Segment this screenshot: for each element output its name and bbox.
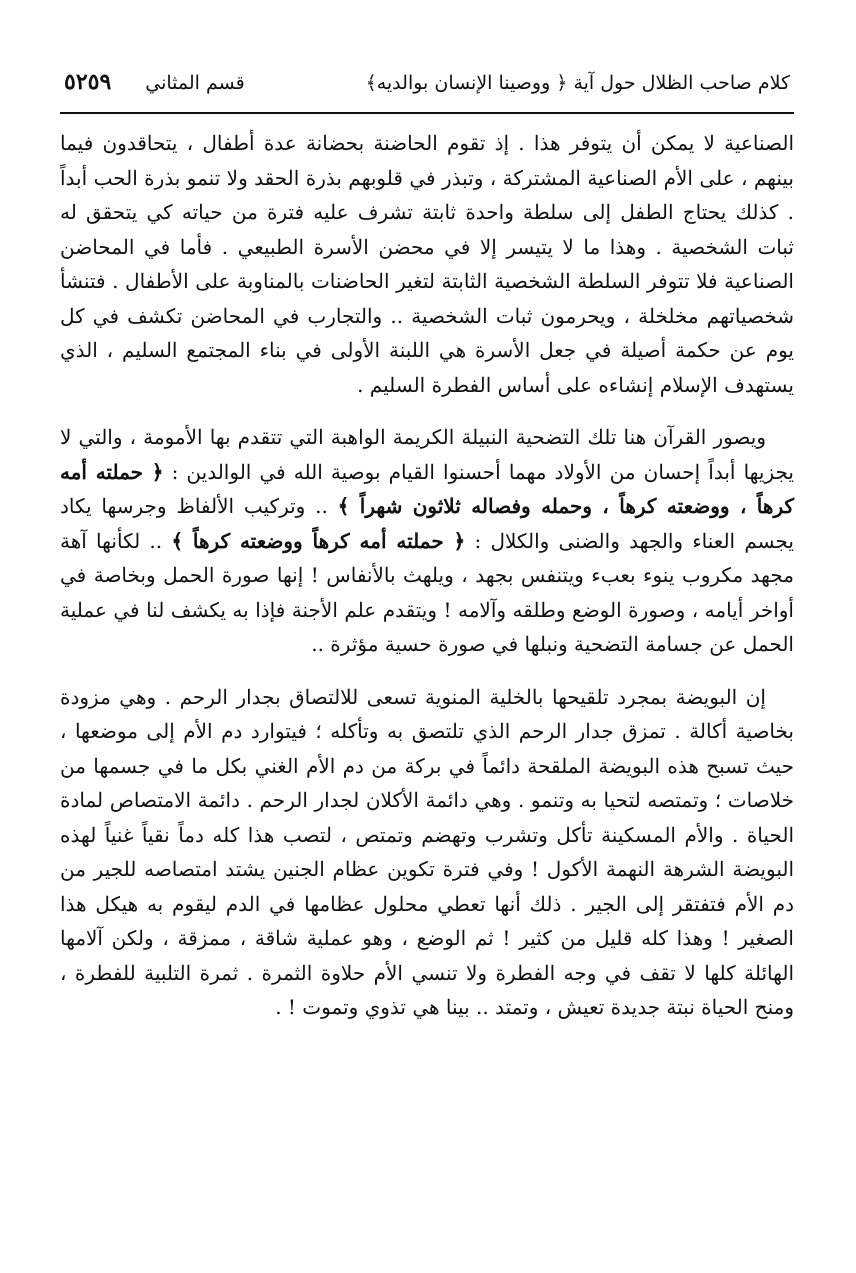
header-title: كلام صاحب الظلال حول آية ﴿ ووصينا الإنسان بوالديه﴾ <box>365 72 790 94</box>
quran-verse-1: ﴿ حملته أمه كرهاً ، ووضعته كرهاً ، وحمله وفصاله ثلاثون شهراً ﴾ <box>60 459 794 518</box>
paragraph-3 <box>60 680 794 1025</box>
paragraph-1 <box>60 126 794 402</box>
paragraph-2-text-a: ويصور القرآن هنا تلك التضحية النبيلة الكريمة الواهبة التي تتقدم بها الأمومة ، والتي لا يجزيها أبداً إحسان من الأولاد مهما أحسنوا القيام بوصية الله في الوالدين : <box>60 425 794 484</box>
paragraph-3-text: إن البويضة بمجرد تلقيحها بالخلية المنوية تسعى للالتصاق بجدار الرحم . وهي مزودة بخاصية أكالة . تمزق جدار الرحم الذي تلتصق به وتأكله ؛ فيتوارد دم الأم إلى موضعها ، حيث تسبح هذه البويضة الملقحة دائماً في بركة من دم الأم الغني بكل ما في جسمها من خلاصات ؛ وتمتصه لتحيا به وتنمو . وهي دائمة الأكلان لجدار الرحم . دائمة الامتصاص لمادة الحياة . والأم المسكينة تأكل وتشرب وتهضم وتمتص ، لتصب هذا كله دماً نقياً غنياً لهذه البويضة الشرهة النهمة الأكول ! وفي فترة تكوين عظام الجنين يشتد امتصاصه للجير من دم الأم فتفتقر إلى الجير . ذلك أنها تعطي محلول عظامها في الدم ليقوم به هيكل هذا الصغير ! وهذا كله قليل من كثير ! ثم الوضع ، وهو عملية شاقة ، ممزقة ، ولكن آلامها الهائلة كلها لا تقف في وجه الفطرة ولا تنسي الأم حلاوة الثمرة . ثمرة التلبية للفطرة ، ومنح الحياة نبتة جديدة تعيش ، وتمتد .. بينا هي تذوي وتموت ! . <box>60 684 794 1019</box>
book-page <box>60 68 794 1243</box>
paragraph-2 <box>60 420 794 662</box>
header-left-group <box>64 68 245 97</box>
page-number: ٥٢٥٩ <box>64 69 112 95</box>
paragraph-2-text-c: .. لكأنها آهة مجهد مكروب ينوء بعبء ويتنفس بجهد ، ويلهث بالأنفاس ! إنها صورة الحمل وبخاصة في أواخر أيامه ، وصورة الوضع وطلقه وآلامه ! ويتقدم علم الأجنة فإذا به يكشف لنا في عملية الحمل عن جسامة التضحية ونبلها في صورة حسية مؤثرة .. <box>60 528 794 656</box>
paragraph-1-text: الصناعية لا يمكن أن يتوفر هذا . إذ تقوم الحاضنة بحضانة عدة أطفال ، يتحاقدون فيما بينهم ، على الأم الصناعية المشتركة ، وتبذر في قلوبهم بذرة الحقد ولا تنمو بذرة الحب أبداً . كذلك يحتاج الطفل إلى سلطة واحدة ثابتة تشرف عليه فترة من حياته كي يتحقق له ثبات الشخصية . وهذا ما لا يتيسر إلا في محضن الأسرة الطبيعي . فأما في المحاضن الصناعية فلا تتوفر السلطة الشخصية الثابتة لتغير الحاضنات بالمناوبة على الأطفال . فتنشأ شخصياتهم مخلخلة ، ويحرمون ثبات الشخصية .. والتجارب في المحاضن تكشف في كل يوم عن حكمة أصيلة في جعل الأسرة هي اللبنة الأولى في بناء المجتمع السليم ، الذي يستهدف الإسلام إنشاءه على أساس الفطرة السليم . <box>60 131 794 397</box>
quran-verse-2: ﴿ حملته أمه كرهاً ووضعته كرهاً ﴾ <box>171 528 466 553</box>
running-header <box>60 68 794 114</box>
page-body <box>60 126 794 1025</box>
paragraph-2-text-b: .. وتركيب الألفاظ وجرسها يكاد يجسم العناء والجهد والضنى والكلال : <box>60 494 794 553</box>
header-section: قسم المثاني <box>145 72 245 94</box>
